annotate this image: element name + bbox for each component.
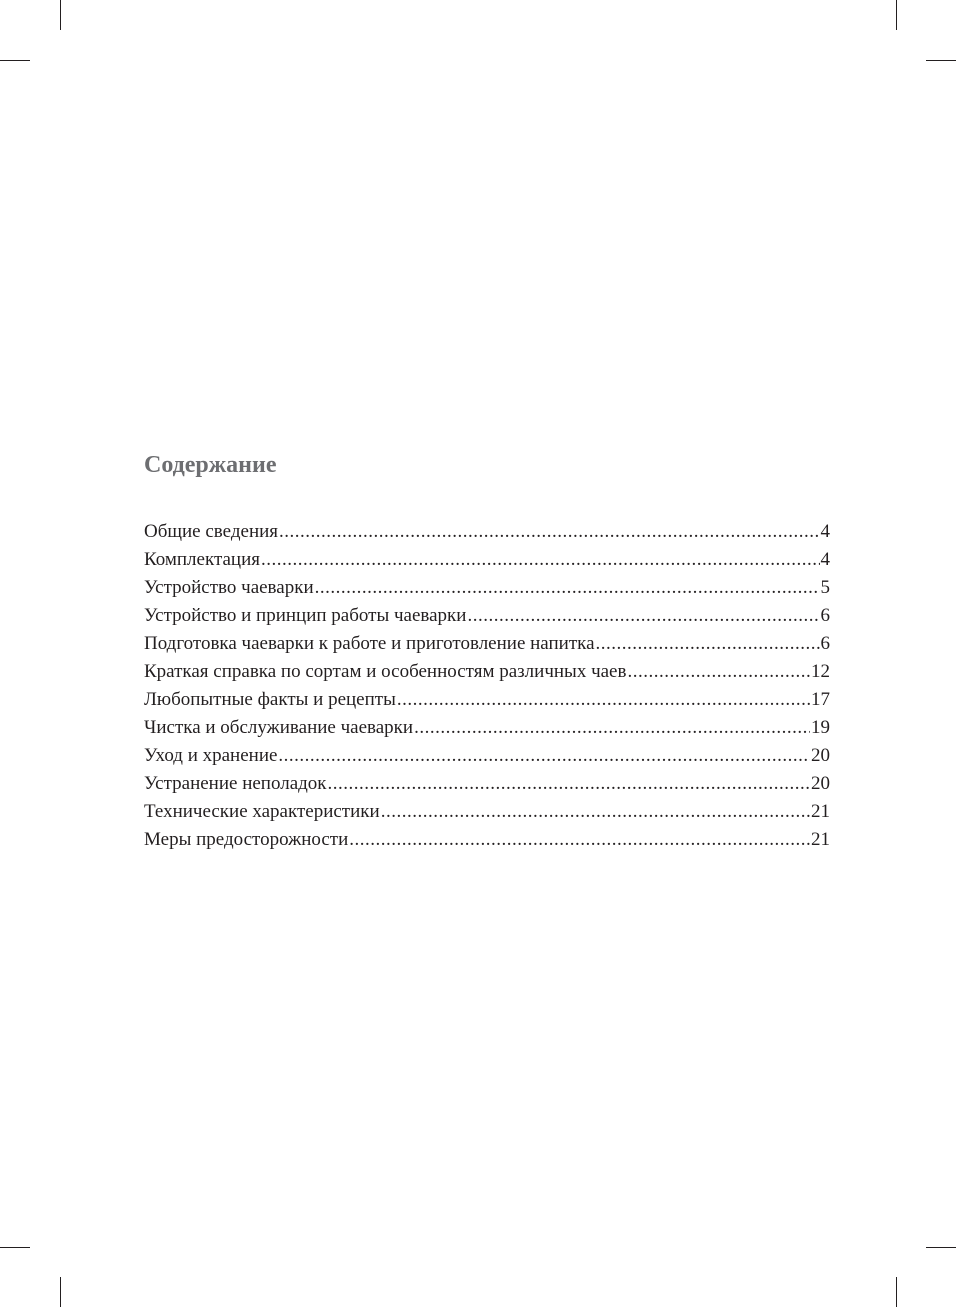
- crop-mark-top-right-horizontal: [926, 60, 956, 61]
- toc-entry-label: Устройство и принцип работы чаеварки: [144, 605, 467, 626]
- toc-dot-leader: [279, 518, 819, 546]
- crop-mark-top-left-vertical: [60, 0, 61, 30]
- toc-dot-leader: [397, 686, 810, 714]
- toc-entry-page: 19: [811, 717, 830, 738]
- toc-dot-leader: [349, 826, 810, 854]
- toc-entry-label: Краткая справка по сортам и особенностям различных чаев: [144, 661, 627, 682]
- toc-entry-page: 5: [820, 577, 830, 598]
- toc-dot-leader: [414, 714, 810, 742]
- toc-entry[interactable]: [144, 574, 830, 602]
- toc-title: Содержание: [144, 452, 277, 478]
- toc-entry-label: Технические характеристики: [144, 801, 380, 822]
- toc-dot-leader: [328, 770, 810, 798]
- toc-entry-page: 4: [820, 521, 830, 542]
- crop-mark-bottom-right-vertical: [896, 1277, 897, 1307]
- toc-entry-label: Подготовка чаеварки к работе и приготовление напитка: [144, 633, 595, 654]
- toc-entry[interactable]: [144, 602, 830, 630]
- toc-entry-label: Общие сведения: [144, 521, 279, 542]
- toc-entry-label: Чистка и обслуживание чаеварки: [144, 717, 414, 738]
- toc-entry-label: Любопытные факты и рецепты: [144, 689, 396, 710]
- toc-entry-label: Меры предосторожности: [144, 829, 349, 850]
- toc-entry-page: 4: [820, 549, 830, 570]
- toc-entry-label: Устранение неполадок: [144, 773, 327, 794]
- toc-entry-page: 6: [820, 633, 830, 654]
- crop-mark-bottom-left-horizontal: [0, 1247, 30, 1248]
- toc-dot-leader: [315, 574, 820, 602]
- toc-entry-label: Устройство чаеварки: [144, 577, 314, 598]
- toc-entry[interactable]: [144, 630, 830, 658]
- toc-entry-page: 20: [811, 773, 830, 794]
- toc-entry[interactable]: [144, 742, 830, 770]
- toc-entry-page: 21: [811, 801, 830, 822]
- toc-entry-page: 21: [811, 829, 830, 850]
- toc-entry[interactable]: [144, 714, 830, 742]
- toc-dot-leader: [627, 658, 810, 686]
- toc-dot-leader: [381, 798, 810, 826]
- toc-entry[interactable]: [144, 770, 830, 798]
- toc-entry[interactable]: [144, 826, 830, 854]
- toc-dot-leader: [467, 602, 819, 630]
- crop-mark-bottom-left-vertical: [60, 1277, 61, 1307]
- toc-entry-page: 6: [820, 605, 830, 626]
- toc-entry-page: 20: [811, 745, 830, 766]
- table-of-contents: [144, 448, 830, 854]
- crop-mark-top-right-vertical: [896, 0, 897, 30]
- crop-mark-bottom-right-horizontal: [926, 1247, 956, 1248]
- toc-entry[interactable]: [144, 686, 830, 714]
- toc-entry[interactable]: [144, 798, 830, 826]
- toc-list: [144, 518, 830, 854]
- crop-mark-top-left-horizontal: [0, 60, 30, 61]
- toc-entry-label: Уход и хранение: [144, 745, 278, 766]
- toc-dot-leader: [261, 546, 820, 574]
- toc-entry-page: 12: [811, 661, 830, 682]
- toc-dot-leader: [278, 742, 810, 770]
- toc-dot-leader: [596, 630, 820, 658]
- toc-entry[interactable]: [144, 546, 830, 574]
- toc-entry-label: Комплектация: [144, 549, 260, 570]
- toc-entry[interactable]: [144, 658, 830, 686]
- toc-entry[interactable]: [144, 518, 830, 546]
- toc-entry-page: 17: [811, 689, 830, 710]
